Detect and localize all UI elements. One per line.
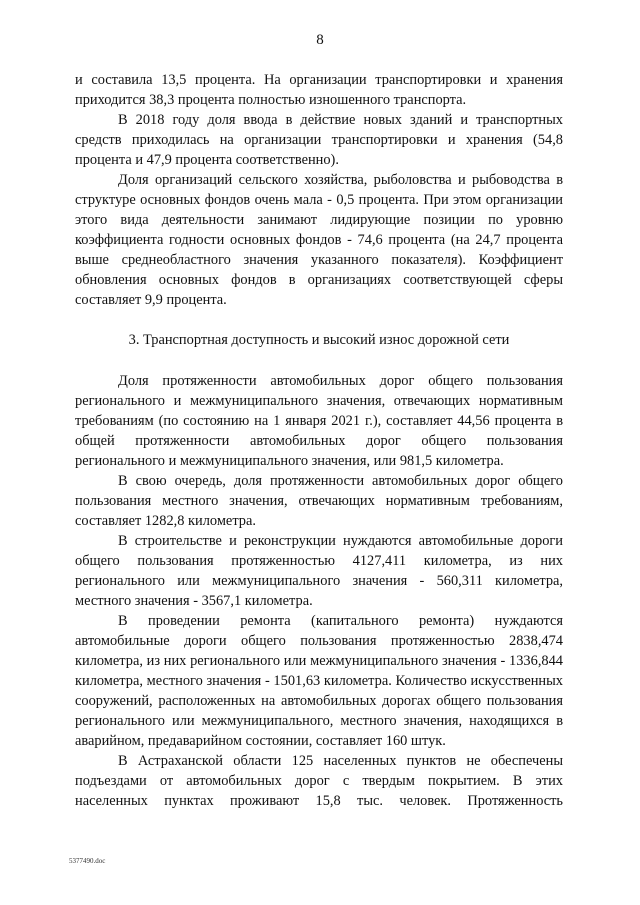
paragraph: В Астраханской области 125 населенных пунктов не обеспечены подъездами от автомобильных дорог с твердым покрытием. В этих населенных пунктах проживают 15,8 тыс. человек. Протяженность [75,753,563,809]
section-heading: 3. Транспортная доступность и высокий износ дорожной сети [128,332,510,348]
paragraph: и составила 13,5 процента. На организации транспортировки и хранения приходится 38,3 процента полностью изношенного транспорта. [75,72,563,108]
paragraph: В 2018 году доля ввода в действие новых зданий и транспортных средств приходилась на организации транспортировки и хранения (54,8 процента и 47,9 процента соответственно). [75,112,563,168]
paragraph: В свою очередь, доля протяженности автомобильных дорог общего пользования местного значения, отвечающих нормативным требованиям, составляет 1282,8 километра. [75,473,563,529]
page-number: 8 [316,32,324,48]
document-body [75,70,563,811]
paragraph: Доля протяженности автомобильных дорог общего пользования регионального и межмуниципального значения, отвечающих нормативным требованиям (по состоянию на 1 января 2021 г.), составляет 44,56 процента в общей протяженности автомобильных дорог общего пользования регионального и межмуниципального значения, или 981,5 километра. [75,373,563,469]
paragraph: Доля организаций сельского хозяйства, рыболовства и рыбоводства в структуре основных фондов очень мала - 0,5 процента. При этом организации этого вида деятельности занимают лидирующие позиции по уровню коэффициента годности основных фондов - 74,6 процента (на 24,7 процента выше среднеобластного значения указанного показателя). Коэффициент обновления основных фондов в организациях соответствующей сферы составляет 9,9 процента. [75,172,563,308]
footer-filename: 5377490.doc [69,857,106,865]
paragraph: В строительстве и реконструкции нуждаются автомобильные дороги общего пользования протяженностью 4127,411 километра, из них регионального или межмуниципального значения - 560,311 километра, местного значения - 3567,1 километра. [75,533,563,609]
paragraph: В проведении ремонта (капитального ремонта) нуждаются автомобильные дороги общего пользования протяженностью 2838,474 километра, из них регионального или межмуниципального значения - 1336,844 километра, местного значения - 1501,63 километра. Количество искусственных сооружений, расположенных на автомобильных дорогах общего пользования регионального или межмуниципального, местного значения, находящихся в аварийном, предаварийном состоянии, составляет 160 штук. [75,613,563,749]
